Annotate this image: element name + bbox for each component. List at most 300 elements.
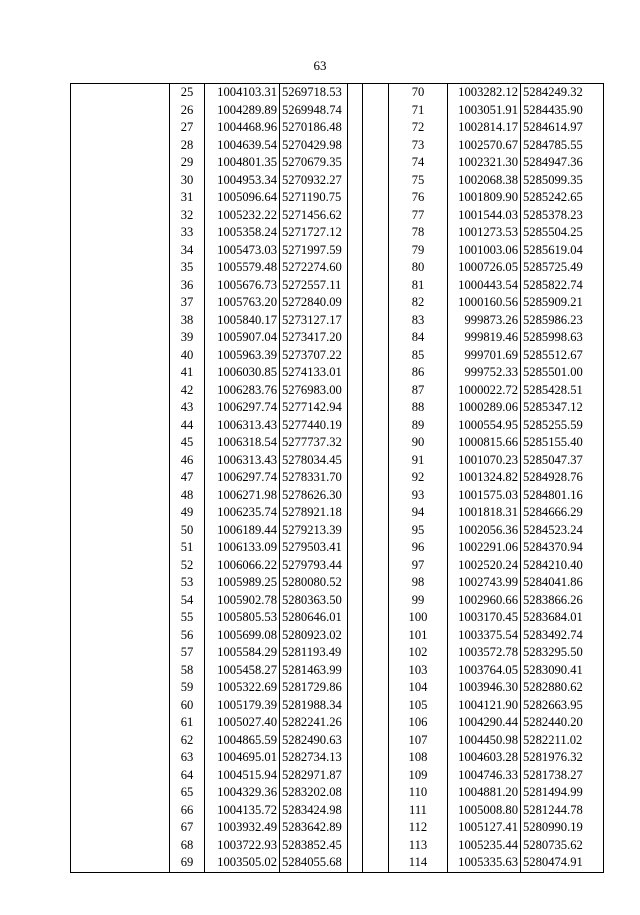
blank-cell <box>348 417 389 435</box>
blank-cell <box>348 119 389 137</box>
y-coordinate-cell: 5285155.40 <box>523 435 583 449</box>
table-row <box>348 154 604 172</box>
y-coordinate-cell: 5273707.22 <box>282 347 342 362</box>
point-number-cell: 82 <box>389 294 448 312</box>
table-row <box>71 312 363 330</box>
table-row <box>71 224 363 242</box>
point-number-cell: 89 <box>389 417 448 435</box>
point-number-cell: 54 <box>170 592 205 610</box>
table-row <box>71 84 363 102</box>
x-coordinate-cell: 1003505.02 <box>205 854 280 872</box>
blank-cell <box>348 697 389 715</box>
blank-cell <box>348 189 389 207</box>
point-number-cell: 56 <box>170 627 205 645</box>
table-row <box>71 259 363 277</box>
blank-cell <box>348 574 389 592</box>
x-coordinate-cell: 1005963.39 <box>205 347 280 365</box>
table-row <box>71 399 363 417</box>
blank-cell <box>71 119 170 137</box>
blank-cell <box>348 557 389 575</box>
x-coordinate-cell: 1006297.74 <box>205 399 280 417</box>
y-coordinate-cell: 5280474.91 <box>523 855 583 869</box>
table-row <box>71 714 363 732</box>
blank-cell <box>348 749 389 767</box>
point-number-cell: 38 <box>170 312 205 330</box>
table-row <box>348 207 604 225</box>
table-row <box>71 732 363 750</box>
x-coordinate-cell: 1004468.96 <box>205 119 280 137</box>
table-row <box>348 347 604 365</box>
y-coordinate-cell: 5273127.17 <box>282 312 342 327</box>
x-coordinate-cell: 1001818.31 <box>448 504 521 522</box>
y-coordinate-cell: 5285512.67 <box>523 347 583 362</box>
point-number-cell: 62 <box>170 732 205 750</box>
y-coordinate-cell: 5278921.18 <box>282 505 342 519</box>
blank-cell <box>71 592 170 610</box>
y-coordinate-cell: 5271190.75 <box>282 190 342 204</box>
point-number-cell: 28 <box>170 137 205 155</box>
x-coordinate-cell: 1004121.90 <box>448 697 521 715</box>
table-row <box>71 819 363 837</box>
point-number-cell: 80 <box>389 259 448 277</box>
blank-cell <box>71 627 170 645</box>
table-row <box>71 539 363 557</box>
blank-cell <box>348 154 389 172</box>
table-row <box>348 732 604 750</box>
blank-cell <box>348 732 389 750</box>
point-number-cell: 66 <box>170 802 205 820</box>
x-coordinate-cell: 1005232.22 <box>205 207 280 225</box>
blank-cell <box>71 504 170 522</box>
table-row <box>71 574 363 592</box>
x-coordinate-cell: 1004881.20 <box>448 784 521 802</box>
table-row <box>348 364 604 382</box>
point-number-cell: 79 <box>389 242 448 260</box>
point-number-cell: 103 <box>389 662 448 680</box>
y-coordinate-cell: 5280990.19 <box>523 820 583 834</box>
x-coordinate-cell: 1005458.27 <box>205 662 280 680</box>
blank-cell <box>71 364 170 382</box>
point-number-cell: 29 <box>170 154 205 172</box>
y-coordinate-cell: 5270186.48 <box>282 120 342 134</box>
table-row <box>348 172 604 190</box>
y-coordinate-cell: 5274133.01 <box>282 365 342 379</box>
y-coordinate-cell: 5285986.23 <box>523 312 583 327</box>
blank-cell <box>348 504 389 522</box>
point-number-cell: 71 <box>389 102 448 120</box>
blank-cell <box>348 347 389 365</box>
blank-cell <box>348 364 389 382</box>
x-coordinate-cell: 1004953.34 <box>205 172 280 190</box>
table-row <box>71 382 363 400</box>
point-number-cell: 108 <box>389 749 448 767</box>
point-number-cell: 104 <box>389 679 448 697</box>
point-number-cell: 109 <box>389 767 448 785</box>
point-number-cell: 47 <box>170 469 205 487</box>
y-coordinate-cell: 5285909.21 <box>523 295 583 309</box>
x-coordinate-cell: 1002291.06 <box>448 539 521 557</box>
y-coordinate-cell: 5284523.24 <box>523 522 583 537</box>
point-number-cell: 75 <box>389 172 448 190</box>
point-number-cell: 27 <box>170 119 205 137</box>
point-number-cell: 69 <box>170 854 205 872</box>
x-coordinate-cell: 1004639.54 <box>205 137 280 155</box>
point-number-cell: 112 <box>389 819 448 837</box>
page-number: 63 <box>313 58 327 73</box>
y-coordinate-cell: 5285347.12 <box>523 400 583 414</box>
table-row <box>71 592 363 610</box>
x-coordinate-cell: 1005989.25 <box>205 574 280 592</box>
y-coordinate-cell: 5284249.32 <box>523 85 583 99</box>
y-coordinate-cell: 5280080.52 <box>282 575 342 589</box>
blank-cell <box>71 679 170 697</box>
blank-cell <box>71 802 170 820</box>
point-number-cell: 78 <box>389 224 448 242</box>
table-row <box>71 364 363 382</box>
blank-cell <box>348 662 389 680</box>
point-number-cell: 64 <box>170 767 205 785</box>
x-coordinate-cell: 1006133.09 <box>205 539 280 557</box>
y-coordinate-cell: 5281729.86 <box>282 680 342 694</box>
blank-cell <box>348 329 389 347</box>
y-coordinate-cell: 5284435.90 <box>523 102 583 117</box>
y-coordinate-cell: 5283202.08 <box>282 785 342 799</box>
table-row <box>348 312 604 330</box>
point-number-cell: 92 <box>389 469 448 487</box>
x-coordinate-cell: 1004103.31 <box>205 84 280 102</box>
blank-cell <box>348 207 389 225</box>
y-coordinate-cell: 5284666.29 <box>523 505 583 519</box>
y-coordinate-cell: 5281463.99 <box>282 662 342 677</box>
blank-cell <box>348 522 389 540</box>
point-number-cell: 95 <box>389 522 448 540</box>
point-number-cell: 99 <box>389 592 448 610</box>
blank-cell <box>71 84 170 102</box>
x-coordinate-cell: 1005805.53 <box>205 609 280 627</box>
point-number-cell: 57 <box>170 644 205 662</box>
y-coordinate-cell: 5283295.50 <box>523 645 583 659</box>
blank-cell <box>348 434 389 452</box>
point-number-cell: 46 <box>170 452 205 470</box>
y-coordinate-cell: 5282663.95 <box>523 697 583 712</box>
x-coordinate-cell: 1004746.33 <box>448 767 521 785</box>
x-coordinate-cell: 1002321.30 <box>448 154 521 172</box>
point-number-cell: 70 <box>389 84 448 102</box>
table-row <box>71 242 363 260</box>
x-coordinate-cell: 1004329.36 <box>205 784 280 802</box>
point-number-cell: 45 <box>170 434 205 452</box>
blank-cell <box>348 714 389 732</box>
point-number-cell: 30 <box>170 172 205 190</box>
blank-cell <box>71 487 170 505</box>
point-number-cell: 81 <box>389 277 448 295</box>
table-row <box>348 329 604 347</box>
blank-cell <box>348 294 389 312</box>
blank-cell <box>71 469 170 487</box>
blank-cell <box>71 294 170 312</box>
y-coordinate-cell: 5280363.50 <box>282 592 342 607</box>
x-coordinate-cell: 1001273.53 <box>448 224 521 242</box>
table-row <box>348 417 604 435</box>
x-coordinate-cell: 1005676.73 <box>205 277 280 295</box>
table-row <box>71 434 363 452</box>
blank-cell <box>348 277 389 295</box>
blank-cell <box>348 487 389 505</box>
y-coordinate-cell: 5285504.25 <box>523 225 583 239</box>
table-row <box>71 749 363 767</box>
blank-cell <box>348 592 389 610</box>
table-row <box>348 574 604 592</box>
point-number-cell: 85 <box>389 347 448 365</box>
point-number-cell: 100 <box>389 609 448 627</box>
blank-cell <box>71 137 170 155</box>
blank-cell <box>348 784 389 802</box>
x-coordinate-cell: 1000443.54 <box>448 277 521 295</box>
table-row <box>71 487 363 505</box>
x-coordinate-cell: 1003170.45 <box>448 609 521 627</box>
point-number-cell: 51 <box>170 539 205 557</box>
point-number-cell: 113 <box>389 837 448 855</box>
x-coordinate-cell: 1005579.48 <box>205 259 280 277</box>
table-row <box>71 627 363 645</box>
point-number-cell: 59 <box>170 679 205 697</box>
table-row <box>348 557 604 575</box>
y-coordinate-cell: 5285099.35 <box>523 172 583 187</box>
y-coordinate-cell: 5277142.94 <box>282 400 342 414</box>
x-coordinate-cell: 1004515.94 <box>205 767 280 785</box>
x-coordinate-cell: 1006235.74 <box>205 504 280 522</box>
y-coordinate-cell: 5281244.78 <box>523 802 583 817</box>
table-row <box>71 469 363 487</box>
table-row <box>348 609 604 627</box>
y-coordinate-cell: 5284210.40 <box>523 557 583 572</box>
y-coordinate-cell: 5284055.68 <box>282 855 342 869</box>
x-coordinate-cell: 1002960.66 <box>448 592 521 610</box>
y-coordinate-cell: 5278626.30 <box>282 487 342 502</box>
table-row <box>71 207 363 225</box>
point-number-cell: 33 <box>170 224 205 242</box>
table-row <box>348 539 604 557</box>
x-coordinate-cell: 1006271.98 <box>205 487 280 505</box>
point-number-cell: 42 <box>170 382 205 400</box>
y-coordinate-cell: 5285428.51 <box>523 382 583 397</box>
x-coordinate-cell: 1003572.78 <box>448 644 521 662</box>
x-coordinate-cell: 999701.69 <box>448 347 521 365</box>
blank-cell <box>348 259 389 277</box>
blank-cell <box>71 767 170 785</box>
point-number-cell: 58 <box>170 662 205 680</box>
blank-cell <box>348 767 389 785</box>
blank-cell <box>71 434 170 452</box>
x-coordinate-cell: 1006189.44 <box>205 522 280 540</box>
blank-cell <box>71 417 170 435</box>
coordinates-table-left <box>70 83 363 873</box>
x-coordinate-cell: 999752.33 <box>448 364 521 382</box>
blank-cell <box>71 329 170 347</box>
table-row <box>348 662 604 680</box>
y-coordinate-cell: 5280646.01 <box>282 610 342 624</box>
blank-cell <box>71 609 170 627</box>
blank-cell <box>71 207 170 225</box>
point-number-cell: 87 <box>389 382 448 400</box>
y-coordinate-cell: 5285725.49 <box>523 260 583 274</box>
x-coordinate-cell: 1004801.35 <box>205 154 280 172</box>
point-number-cell: 111 <box>389 802 448 820</box>
x-coordinate-cell: 999819.46 <box>448 329 521 347</box>
point-number-cell: 31 <box>170 189 205 207</box>
y-coordinate-cell: 5283866.26 <box>523 592 583 607</box>
table-row <box>71 137 363 155</box>
x-coordinate-cell: 1003932.49 <box>205 819 280 837</box>
blank-cell <box>71 312 170 330</box>
y-coordinate-cell: 5281738.27 <box>523 767 583 782</box>
y-coordinate-cell: 5281976.32 <box>523 750 583 764</box>
y-coordinate-cell: 5285822.74 <box>523 277 583 292</box>
table-row <box>71 417 363 435</box>
x-coordinate-cell: 1005322.69 <box>205 679 280 697</box>
point-number-cell: 65 <box>170 784 205 802</box>
y-coordinate-cell: 5278331.70 <box>282 470 342 484</box>
point-number-cell: 94 <box>389 504 448 522</box>
blank-cell <box>348 312 389 330</box>
blank-cell <box>71 644 170 662</box>
table-row <box>348 84 604 102</box>
blank-cell <box>348 242 389 260</box>
table-row <box>71 277 363 295</box>
point-number-cell: 67 <box>170 819 205 837</box>
table-row <box>348 522 604 540</box>
point-number-cell: 48 <box>170 487 205 505</box>
blank-cell <box>71 242 170 260</box>
point-number-cell: 105 <box>389 697 448 715</box>
y-coordinate-cell: 5269948.74 <box>282 102 342 117</box>
x-coordinate-cell: 1001070.23 <box>448 452 521 470</box>
table-row <box>71 154 363 172</box>
x-coordinate-cell: 1002814.17 <box>448 119 521 137</box>
point-number-cell: 114 <box>389 854 448 872</box>
x-coordinate-cell: 1005127.41 <box>448 819 521 837</box>
x-coordinate-cell: 1005902.78 <box>205 592 280 610</box>
table-row <box>348 399 604 417</box>
y-coordinate-cell: 5285047.37 <box>523 452 583 467</box>
y-coordinate-cell: 5285501.00 <box>523 365 583 379</box>
blank-cell <box>71 837 170 855</box>
x-coordinate-cell: 1002056.36 <box>448 522 521 540</box>
x-coordinate-cell: 1005473.03 <box>205 242 280 260</box>
blank-cell <box>348 172 389 190</box>
y-coordinate-cell: 5277440.19 <box>282 417 342 432</box>
blank-cell <box>348 137 389 155</box>
x-coordinate-cell: 1006313.43 <box>205 417 280 435</box>
y-coordinate-cell: 5272557.11 <box>282 277 342 292</box>
y-coordinate-cell: 5270679.35 <box>282 155 342 169</box>
point-number-cell: 36 <box>170 277 205 295</box>
y-coordinate-cell: 5282241.26 <box>282 715 342 729</box>
y-coordinate-cell: 5282440.20 <box>523 715 583 729</box>
blank-cell <box>348 819 389 837</box>
x-coordinate-cell: 1003722.93 <box>205 837 280 855</box>
y-coordinate-cell: 5282734.13 <box>282 750 342 764</box>
table-row <box>71 452 363 470</box>
blank-cell <box>348 854 389 872</box>
blank-cell <box>348 802 389 820</box>
y-coordinate-cell: 5277737.32 <box>282 435 342 449</box>
x-coordinate-cell: 999873.26 <box>448 312 521 330</box>
table-row <box>71 767 363 785</box>
x-coordinate-cell: 1000815.66 <box>448 434 521 452</box>
blank-cell <box>348 102 389 120</box>
blank-cell <box>71 259 170 277</box>
point-number-cell: 26 <box>170 102 205 120</box>
table-row <box>348 487 604 505</box>
blank-cell <box>71 662 170 680</box>
y-coordinate-cell: 5285998.63 <box>523 330 583 344</box>
table-row <box>348 697 604 715</box>
y-coordinate-cell: 5282490.63 <box>282 732 342 747</box>
blank-cell <box>348 224 389 242</box>
x-coordinate-cell: 1000554.95 <box>448 417 521 435</box>
table-row <box>348 224 604 242</box>
y-coordinate-cell: 5285242.65 <box>523 190 583 204</box>
point-number-cell: 25 <box>170 84 205 102</box>
x-coordinate-cell: 1006066.22 <box>205 557 280 575</box>
blank-cell <box>348 679 389 697</box>
blank-cell <box>71 854 170 872</box>
blank-cell <box>71 189 170 207</box>
x-coordinate-cell: 1002520.24 <box>448 557 521 575</box>
table-row <box>71 679 363 697</box>
y-coordinate-cell: 5285255.59 <box>523 417 583 432</box>
point-number-cell: 44 <box>170 417 205 435</box>
table-row <box>348 854 604 872</box>
x-coordinate-cell: 1005763.20 <box>205 294 280 312</box>
blank-cell <box>71 224 170 242</box>
table-row <box>348 644 604 662</box>
table-row <box>71 784 363 802</box>
y-coordinate-cell: 5284801.16 <box>523 487 583 502</box>
point-number-cell: 35 <box>170 259 205 277</box>
table-row <box>348 102 604 120</box>
blank-cell <box>348 644 389 662</box>
point-number-cell: 34 <box>170 242 205 260</box>
point-number-cell: 60 <box>170 697 205 715</box>
blank-cell <box>348 627 389 645</box>
table-row <box>348 277 604 295</box>
y-coordinate-cell: 5271456.62 <box>282 207 342 222</box>
y-coordinate-cell: 5271997.59 <box>282 242 342 257</box>
y-coordinate-cell: 5284928.76 <box>523 470 583 484</box>
y-coordinate-cell: 5284370.94 <box>523 540 583 554</box>
x-coordinate-cell: 1004135.72 <box>205 802 280 820</box>
table-row <box>348 714 604 732</box>
x-coordinate-cell: 1003764.05 <box>448 662 521 680</box>
table-row <box>71 119 363 137</box>
table-row <box>348 837 604 855</box>
y-coordinate-cell: 5284041.86 <box>523 575 583 589</box>
blank-cell <box>71 784 170 802</box>
x-coordinate-cell: 1001575.03 <box>448 487 521 505</box>
y-coordinate-cell: 5271727.12 <box>282 225 342 239</box>
blank-cell <box>71 819 170 837</box>
table-row <box>348 679 604 697</box>
x-coordinate-cell: 1001003.06 <box>448 242 521 260</box>
y-coordinate-cell: 5282211.02 <box>523 732 583 747</box>
table-row <box>348 452 604 470</box>
point-number-cell: 43 <box>170 399 205 417</box>
table-row <box>71 557 363 575</box>
blank-cell <box>71 382 170 400</box>
point-number-cell: 37 <box>170 294 205 312</box>
